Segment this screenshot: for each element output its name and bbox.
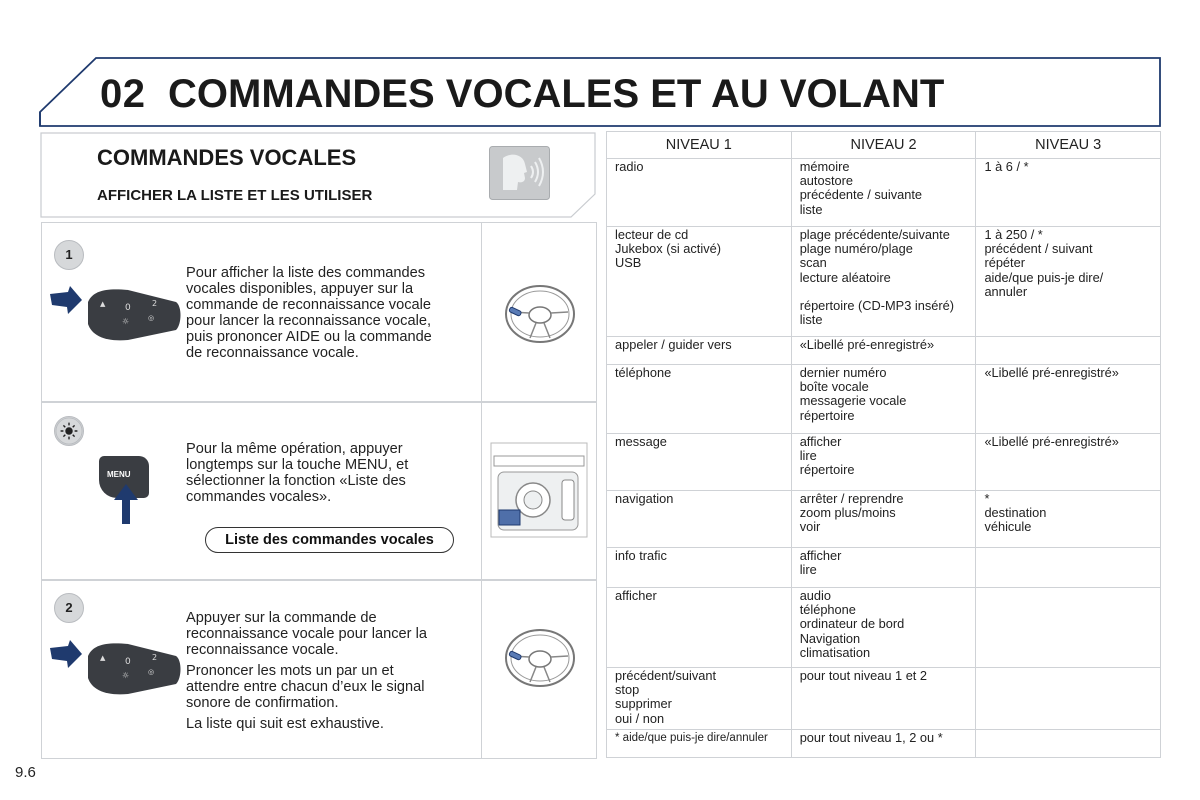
table-cell: * destination véhicule <box>976 491 1161 548</box>
table-row <box>607 548 1161 588</box>
arrow-up-icon <box>114 484 138 524</box>
table-cell: pour tout niveau 1, 2 ou * <box>791 730 976 758</box>
svg-text:0: 0 <box>125 657 131 667</box>
svg-text:◎: ◎ <box>148 668 155 676</box>
text-line: vocales disponibles, appuyer sur la <box>186 281 414 297</box>
steering-stalk-icon <box>48 280 184 346</box>
table-row <box>607 159 1161 227</box>
table-cell: message <box>607 434 792 491</box>
text-line: pour lancer la reconnaissance vocale, <box>186 313 431 329</box>
menu-button-label: MENU <box>107 470 131 479</box>
step-menu-text <box>186 441 408 505</box>
text-line: commandes vocales». <box>186 489 332 505</box>
text-line: commande de reconnaissance vocale <box>186 297 431 313</box>
section-title: COMMANDES VOCALES <box>97 145 357 170</box>
page-number: 9.6 <box>15 764 36 781</box>
text-line: sonore de confirmation. <box>186 695 339 711</box>
table-cell: téléphone <box>607 365 792 434</box>
text-line: de reconnaissance vocale. <box>186 345 359 361</box>
text-line: Pour afficher la liste des commandes <box>186 265 426 281</box>
table-cell: radio <box>607 159 792 227</box>
table-row <box>607 434 1161 491</box>
step-badge: 2 <box>54 593 84 623</box>
table-cell: afficher <box>607 588 792 668</box>
table-header-row <box>607 132 1161 159</box>
table-cell <box>976 337 1161 365</box>
section-subtitle: AFFICHER LA LISTE ET LES UTILISER <box>97 187 373 204</box>
table-cell: mémoire autostore précédente / suivante liste <box>791 159 976 227</box>
text-line: Pour la même opération, appuyer <box>186 441 403 457</box>
table-cell: «Libellé pré-enregistré» <box>976 365 1161 434</box>
table-cell: arrêter / reprendre zoom plus/moins voir <box>791 491 976 548</box>
table-cell: * aide/que puis-je dire/annuler <box>607 730 792 758</box>
table-row <box>607 337 1161 365</box>
step-2-text <box>186 610 427 732</box>
page-title: COMMANDES VOCALES ET AU VOLANT <box>168 72 945 116</box>
voice-commands-table <box>606 131 1161 758</box>
table-cell: précédent/suivant stop supprimer oui / non <box>607 668 792 730</box>
steering-wheel-icon <box>500 626 580 690</box>
radio-panel-icon <box>490 442 588 538</box>
svg-text:◎: ◎ <box>148 314 155 322</box>
steering-wheel-icon <box>500 282 580 346</box>
table-cell: «Libellé pré-enregistré» <box>791 337 976 365</box>
table-cell: audio téléphone ordinateur de bord Navigation climatisation <box>791 588 976 668</box>
table-cell: «Libellé pré-enregistré» <box>976 434 1161 491</box>
svg-text:▲: ▲ <box>100 654 106 662</box>
table-cell: navigation <box>607 491 792 548</box>
table-row <box>607 365 1161 434</box>
table-row <box>607 227 1161 337</box>
text-line: longtemps sur la touche MENU, et <box>186 457 409 473</box>
table-cell: afficher lire <box>791 548 976 588</box>
svg-text:▲: ▲ <box>100 300 106 308</box>
step-badge: 1 <box>54 240 84 270</box>
table-cell: dernier numéro boîte vocale messagerie vocale répertoire <box>791 365 976 434</box>
text-line: La liste qui suit est exhaustive. <box>186 716 384 732</box>
table-cell <box>976 588 1161 668</box>
table-cell <box>976 730 1161 758</box>
text-line: attendre entre chacun d’eux le signal <box>186 679 425 695</box>
table-cell: pour tout niveau 1 et 2 <box>791 668 976 730</box>
column-header: NIVEAU 3 <box>976 132 1161 159</box>
table-cell: 1 à 250 / * précédent / suivant répéter aide/que puis-je dire/ annuler <box>976 227 1161 337</box>
svg-text:☼: ☼ <box>122 671 130 680</box>
svg-text:2: 2 <box>152 299 158 308</box>
column-header: NIVEAU 2 <box>791 132 976 159</box>
svg-text:0: 0 <box>125 303 131 313</box>
column-header: NIVEAU 1 <box>607 132 792 159</box>
svg-text:☼: ☼ <box>122 317 130 326</box>
text-line: puis prononcer AIDE ou la commande <box>186 329 432 345</box>
table-row <box>607 491 1161 548</box>
table-cell <box>976 548 1161 588</box>
table-row <box>607 668 1161 730</box>
chapter-number: 02 <box>100 72 146 116</box>
table-cell <box>976 668 1161 730</box>
text-line: reconnaissance vocale. <box>186 642 339 658</box>
table-cell: plage précédente/suivante plage numéro/plage scan lecture aléatoire répertoire (CD-MP3 inséré) liste <box>791 227 976 337</box>
table-row <box>607 588 1161 668</box>
steering-stalk-icon <box>48 634 184 700</box>
step-1-text <box>186 265 432 361</box>
text-line: Prononcer les mots un par un et <box>186 663 394 679</box>
text-line: Appuyer sur la commande de <box>186 610 377 626</box>
table-row <box>607 730 1161 758</box>
table-cell: info trafic <box>607 548 792 588</box>
voice-command-icon <box>489 146 550 200</box>
svg-text:2: 2 <box>152 653 158 662</box>
table-cell: appeler / guider vers <box>607 337 792 365</box>
text-line: sélectionner la fonction «Liste des <box>186 473 406 489</box>
text-line: reconnaissance vocale pour lancer la <box>186 626 427 642</box>
table-cell: afficher lire répertoire <box>791 434 976 491</box>
voice-commands-list-pill: Liste des commandes vocales <box>205 527 454 553</box>
table-cell: 1 à 6 / * <box>976 159 1161 227</box>
light-icon <box>54 416 84 446</box>
table-cell: lecteur de cd Jukebox (si activé) USB <box>607 227 792 337</box>
